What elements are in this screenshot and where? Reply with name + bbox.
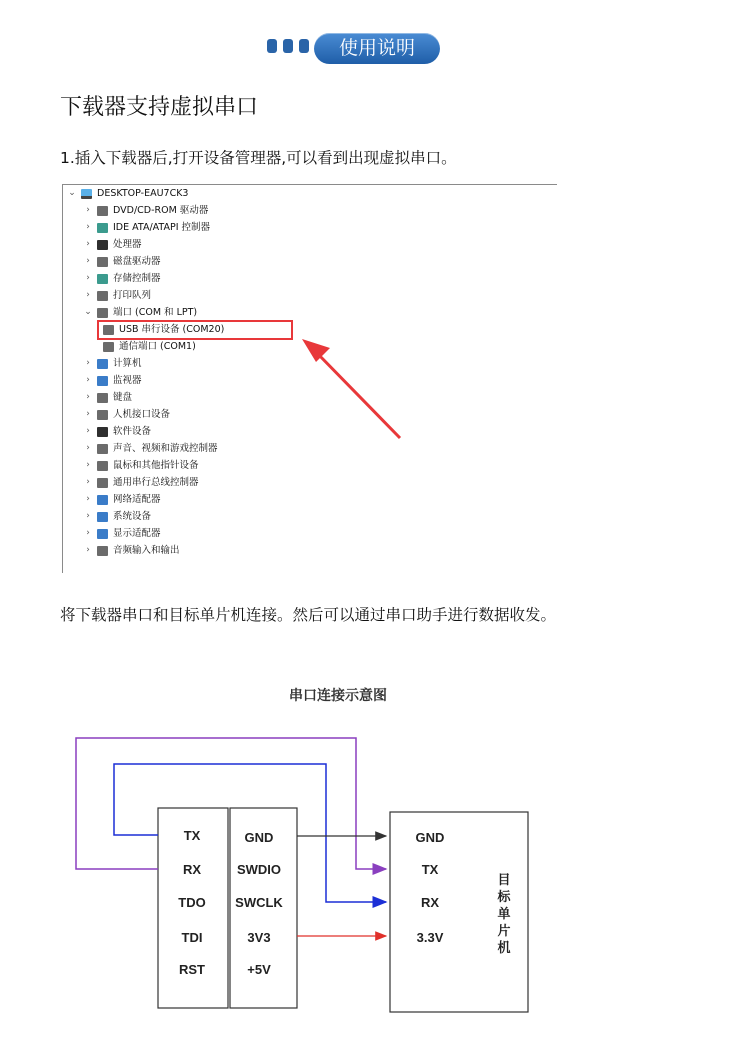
tree-item-label: 通用串行总线控制器 [113,477,199,488]
pin-label: GND [244,830,274,845]
chevron-right-icon[interactable]: › [86,239,90,249]
chevron-down-icon[interactable]: ⌄ [68,188,76,198]
tree-item-label: IDE ATA/ATAPI 控制器 [113,222,211,233]
connection-description: 将下载器串口和目标单片机连接。然后可以通过串口助手进行数据收发。 [60,606,557,624]
page-heading: 下载器支持虚拟串口 [60,95,259,120]
tree-item-label: 计算机 [113,358,142,369]
pin-label: SWCLK [235,895,283,910]
chevron-right-icon[interactable]: › [86,205,90,215]
pin-label: TDI [181,930,203,945]
pin-label: RST [179,962,205,977]
diagram-title: 串口连接示意图 [289,688,387,704]
tree-item-label: 音频输入和输出 [113,545,180,556]
chevron-right-icon[interactable]: › [86,392,90,402]
chevron-right-icon[interactable]: › [86,375,90,385]
chevron-right-icon[interactable]: › [86,494,90,504]
tree-item-label: 声音、视频和游戏控制器 [113,443,218,454]
chevron-down-icon[interactable]: ⌄ [84,307,92,317]
chevron-right-icon[interactable]: › [86,443,90,453]
tree-item-label: 网络适配器 [113,494,161,505]
chevron-right-icon[interactable]: › [86,409,90,419]
chevron-right-icon[interactable]: › [86,290,90,300]
chevron-right-icon[interactable]: › [86,511,90,521]
chevron-right-icon[interactable]: › [86,460,90,470]
pin-label: 3V3 [247,930,271,945]
tree-item-label: 人机接口设备 [113,409,171,420]
tree-item-label: DVD/CD-ROM 驱动器 [113,205,209,216]
chevron-right-icon[interactable]: › [86,477,90,487]
tree-item-label: 软件设备 [113,426,152,437]
tree-item-label: 系统设备 [113,511,152,522]
chevron-right-icon[interactable]: › [86,222,90,232]
pin-label: RX [182,862,202,877]
chevron-right-icon[interactable]: › [86,273,90,283]
tree-item-label: 打印队列 [113,290,152,301]
tree-item-label: 存储控制器 [113,273,161,284]
chevron-right-icon[interactable]: › [86,545,90,555]
target-pin-label: 3.3V [416,930,444,945]
pin-label: TX [183,828,201,843]
target-pin-label: GND [415,830,445,845]
step-1-text: 1.插入下载器后,打开设备管理器,可以看到出现虚拟串口。 [60,149,457,167]
chevron-right-icon[interactable]: › [86,426,90,436]
tree-item-label: 鼠标和其他指针设备 [113,460,199,471]
pin-label: SWDIO [236,862,282,877]
tree-item-label: 磁盘驱动器 [113,256,161,267]
tree-item-label: 监视器 [113,375,142,386]
chevron-right-icon[interactable]: › [86,358,90,368]
tree-item-label: 通信端口 (COM1) [119,341,196,352]
target-pin-label: RX [420,895,440,910]
tree-item-label: 端口 (COM 和 LPT) [113,307,198,318]
tree-item-label: USB 串行设备 (COM20) [119,324,225,335]
tree-item-label: 键盘 [113,392,133,403]
target-mcu-label: 目标单片机 [497,873,511,956]
chevron-right-icon[interactable]: › [86,528,90,538]
target-pin-label: TX [421,862,439,877]
tree-root-label: DESKTOP-EAU7CK3 [97,188,189,199]
pin-label: TDO [178,895,206,910]
banner-title: 使用说明 [314,33,440,64]
pin-label: +5V [247,962,271,977]
chevron-right-icon[interactable]: › [86,256,90,266]
tree-item-label: 显示适配器 [113,528,161,539]
tree-item-label: 处理器 [113,239,142,250]
